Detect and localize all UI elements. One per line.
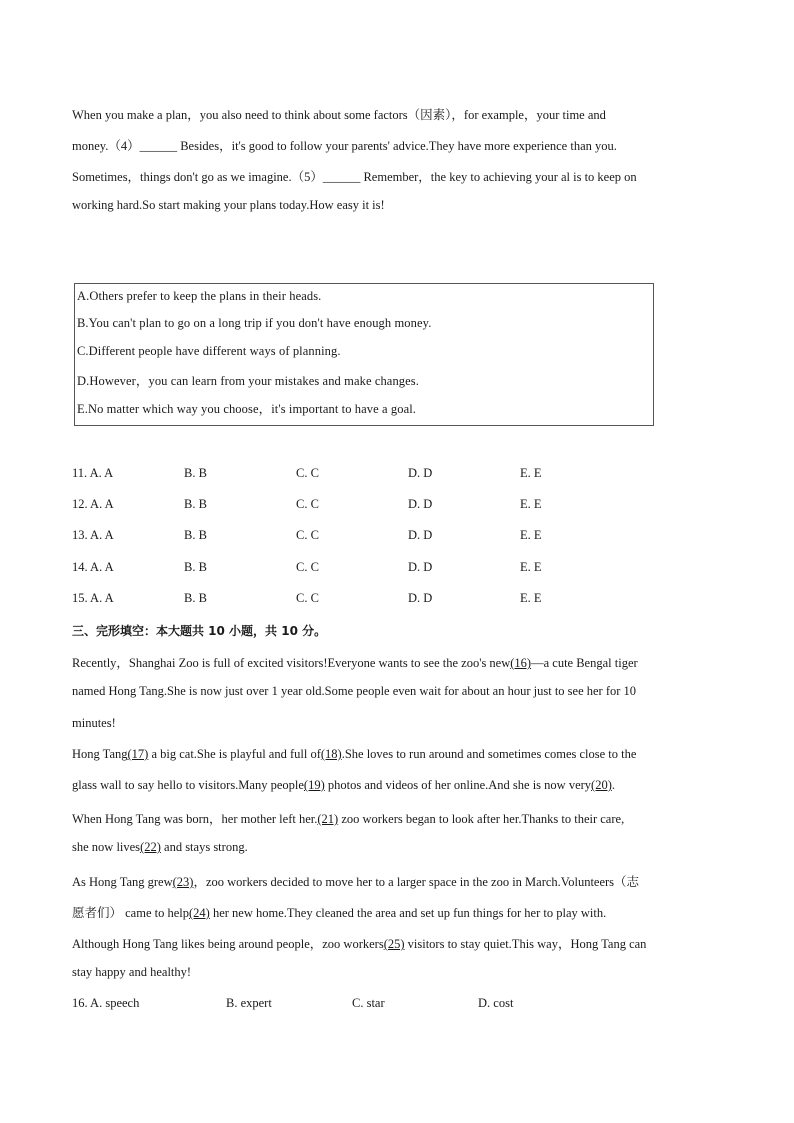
choice-d: D. D bbox=[408, 466, 433, 480]
choice-c: C. C bbox=[296, 528, 319, 542]
option-b: B.You can't plan to go on a long trip if you don't have enough money. bbox=[77, 316, 432, 330]
cloze-line: As Hong Tang grew(23)，zoo workers decided to move her to a larger space in the zoo in March.Volunteers（志 bbox=[72, 875, 640, 889]
choice-a: 12. A. A bbox=[72, 497, 114, 511]
choice-a: 15. A. A bbox=[72, 591, 114, 605]
blank-17: (17) bbox=[127, 747, 149, 761]
cloze-line: she now lives(22) and stays strong. bbox=[72, 840, 248, 854]
section-title: 三、完形填空：本大题共 10 小题，共 10 分。 bbox=[72, 624, 327, 638]
choice-c: C. star bbox=[352, 996, 385, 1010]
blank-21: (21) bbox=[317, 812, 339, 826]
choice-e: E. E bbox=[520, 560, 542, 574]
cloze-line: minutes! bbox=[72, 716, 116, 730]
choice-d: D. cost bbox=[478, 996, 514, 1010]
option-e: E.No matter which way you choose，it's important to have a goal. bbox=[77, 402, 417, 416]
choice-e: E. E bbox=[520, 466, 542, 480]
passage-line: Sometimes，things don't go as we imagine.（5）______ Remember，the key to achieving your al is to keep on bbox=[72, 170, 637, 184]
cloze-line: Hong Tang(17) a big cat.She is playful and full of(18).She loves to run around and sometimes comes close to the bbox=[72, 747, 637, 761]
blank-22: (22) bbox=[140, 840, 161, 854]
blank-23: (23) bbox=[172, 875, 194, 889]
cloze-line: 愿者们） came to help(24) her new home.They cleaned the area and set up fun things for her to play with. bbox=[72, 906, 607, 920]
cloze-line: Although Hong Tang likes being around people，zoo workers(25) visitors to stay quiet.This way，Hong Tang can bbox=[72, 937, 647, 951]
choice-b: B. B bbox=[184, 497, 207, 511]
cloze-line: Recently，Shanghai Zoo is full of excited visitors!Everyone wants to see the zoo's new(16)—a cute Bengal tiger bbox=[72, 656, 638, 670]
choice-b: B. B bbox=[184, 466, 207, 480]
blank-25: (25) bbox=[383, 937, 405, 951]
passage-line: working hard.So start making your plans today.How easy it is! bbox=[72, 198, 385, 212]
choice-a: 13. A. A bbox=[72, 528, 114, 542]
choice-a: 11. A. A bbox=[72, 466, 114, 480]
blank-19: (19) bbox=[303, 778, 325, 792]
passage-line: When you make a plan，you also need to think about some factors（因素），for example，your time and bbox=[72, 108, 606, 122]
choice-c: C. C bbox=[296, 466, 319, 480]
passage-line: money.（4）______ Besides，it's good to follow your parents' advice.They have more experience than you. bbox=[72, 139, 617, 153]
choice-d: D. D bbox=[408, 591, 433, 605]
choice-b: B. expert bbox=[226, 996, 272, 1010]
choice-c: C. C bbox=[296, 591, 319, 605]
option-a: A.Others prefer to keep the plans in their heads. bbox=[77, 289, 322, 303]
cloze-line: named Hong Tang.She is now just over 1 year old.Some people even wait for about an hour just to see her for 10 bbox=[72, 684, 637, 698]
choice-a: 14. A. A bbox=[72, 560, 114, 574]
blank-16: (16) bbox=[510, 656, 532, 670]
option-d: D.However，you can learn from your mistakes and make changes. bbox=[77, 374, 419, 388]
cloze-line: glass wall to say hello to visitors.Many people(19) photos and videos of her online.And she is now very(20). bbox=[72, 778, 615, 792]
cloze-line: stay happy and healthy! bbox=[72, 965, 192, 979]
choice-d: D. D bbox=[408, 560, 433, 574]
option-c: C.Different people have different ways of planning. bbox=[77, 344, 341, 358]
choice-b: B. B bbox=[184, 591, 207, 605]
choice-e: E. E bbox=[520, 591, 542, 605]
blank-20: (20) bbox=[591, 778, 612, 792]
cloze-line: When Hong Tang was born，her mother left her.(21) zoo workers began to look after her.Thanks to their care, bbox=[72, 812, 625, 826]
blank-18: (18) bbox=[320, 747, 342, 761]
choice-c: C. C bbox=[296, 497, 319, 511]
options-box bbox=[74, 283, 654, 426]
choice-e: E. E bbox=[520, 497, 542, 511]
choice-c: C. C bbox=[296, 560, 319, 574]
choice-a: 16. A. speech bbox=[72, 996, 140, 1010]
choice-b: B. B bbox=[184, 528, 207, 542]
choice-e: E. E bbox=[520, 528, 542, 542]
choice-d: D. D bbox=[408, 528, 433, 542]
choice-d: D. D bbox=[408, 497, 433, 511]
blank-24: (24) bbox=[189, 906, 210, 920]
choice-b: B. B bbox=[184, 560, 207, 574]
